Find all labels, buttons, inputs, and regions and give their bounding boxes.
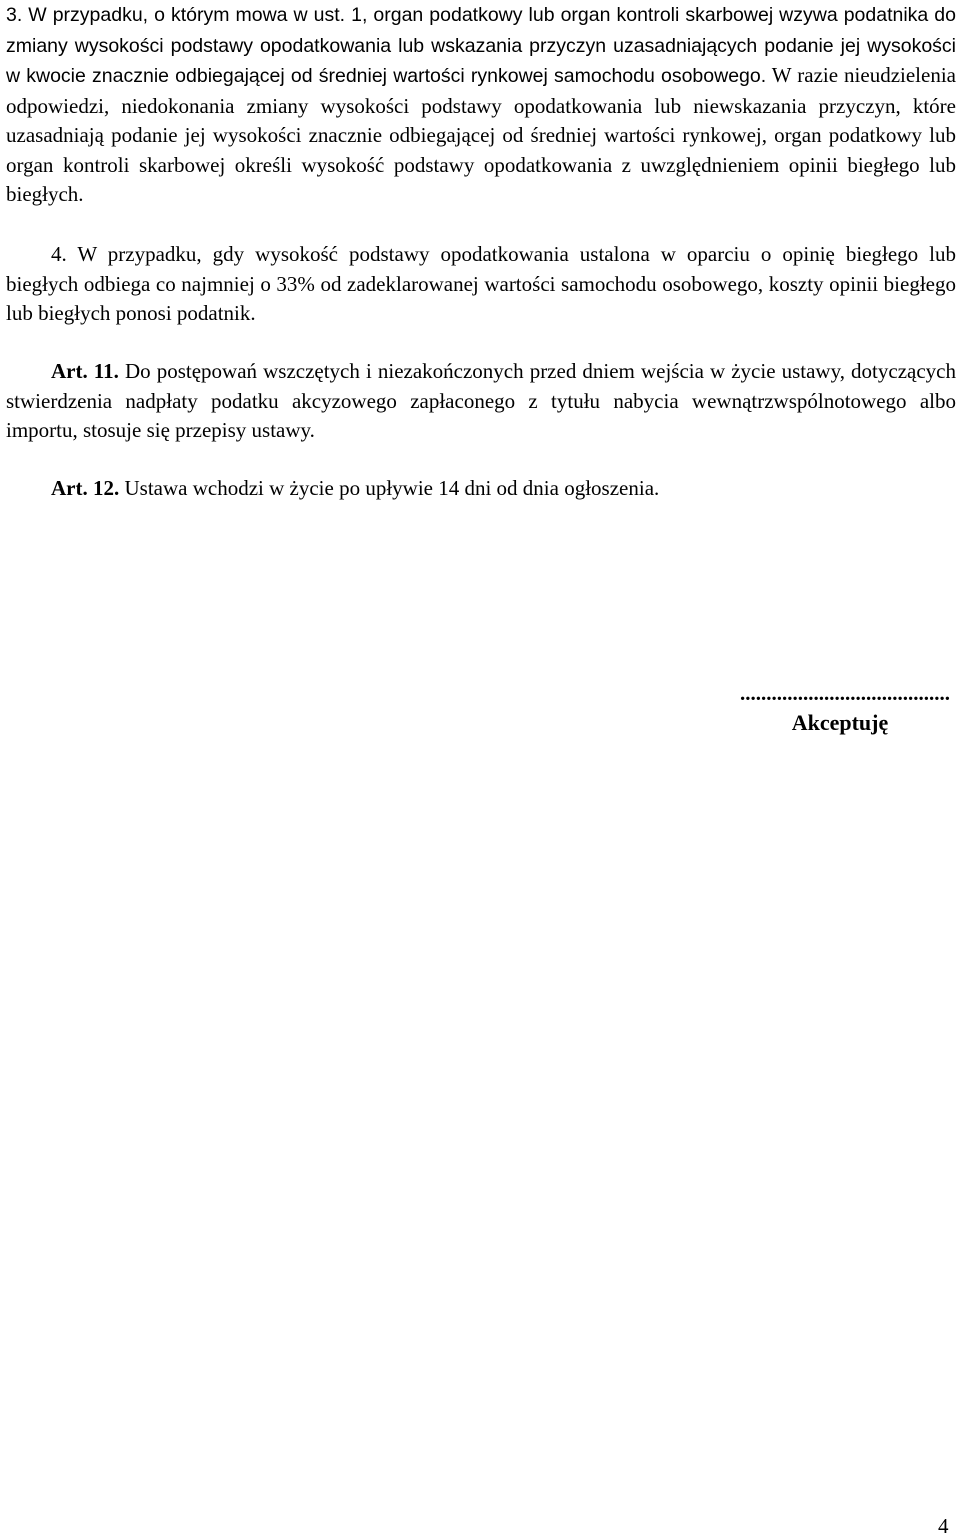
paragraph-4: 4. W przypadku, gdy wysokość podstawy opodatkowania ustalona w oparciu o opinię biegłego lub biegłych odbiega co najmniej o 33% od zadeklarowanej wartości samochodu osobowego, koszty opinii biegłego lub biegłych ponosi podatnik. bbox=[6, 242, 956, 325]
article-12 bbox=[6, 474, 956, 504]
signature-block bbox=[740, 678, 950, 738]
paragraph-3 bbox=[6, 0, 956, 210]
paragraph-3-part-sans: 3. W przypadku, o którym mowa w ust. 1, organ podatkowy lub organ kontroli skarbowej wzywa podatnika do zmiany wysokości podstawy opodatkowania lub wskazania przyczyn uzasadniających podanie jej wysokości w kwocie znacznie odbiegającej od średniej wartości rynkowej samochodu osobowego. bbox=[6, 4, 956, 87]
paragraph-3-part-serif: W razie nieudzielenia odpowiedzi, niedokonania zmiany wysokości podstawy opodatkowania lub niewskazania przyczyn, które uzasadniają podanie jej wysokości znacznie odbiegającej od średniej wartości rynkowej, organ podatkowy lub organ kontroli skarbowej określi wysokość podstawy opodatkowania z uwzględnieniem opinii biegłego lub biegłych. bbox=[6, 63, 956, 206]
article-11-label: Art. 11. bbox=[51, 359, 119, 383]
article-12-text: Ustawa wchodzi w życie po upływie 14 dni od dnia ogłoszenia. bbox=[119, 476, 660, 500]
article-11-text: Do postępowań wszczętych i niezakończonych przed dniem wejścia w życie ustawy, dotyczących stwierdzenia nadpłaty podatku akcyzowego zapłaconego z tytułu nabycia wewnątrzwspólnotowego albo importu, stosuje się przepisy ustawy. bbox=[6, 359, 956, 442]
page-number: 4 bbox=[938, 1514, 949, 1538]
signature-dots: ........................................ bbox=[740, 681, 950, 705]
signature-label: Akceptuję bbox=[791, 710, 889, 735]
article-11 bbox=[6, 357, 956, 446]
article-12-label: Art. 12. bbox=[51, 476, 120, 500]
